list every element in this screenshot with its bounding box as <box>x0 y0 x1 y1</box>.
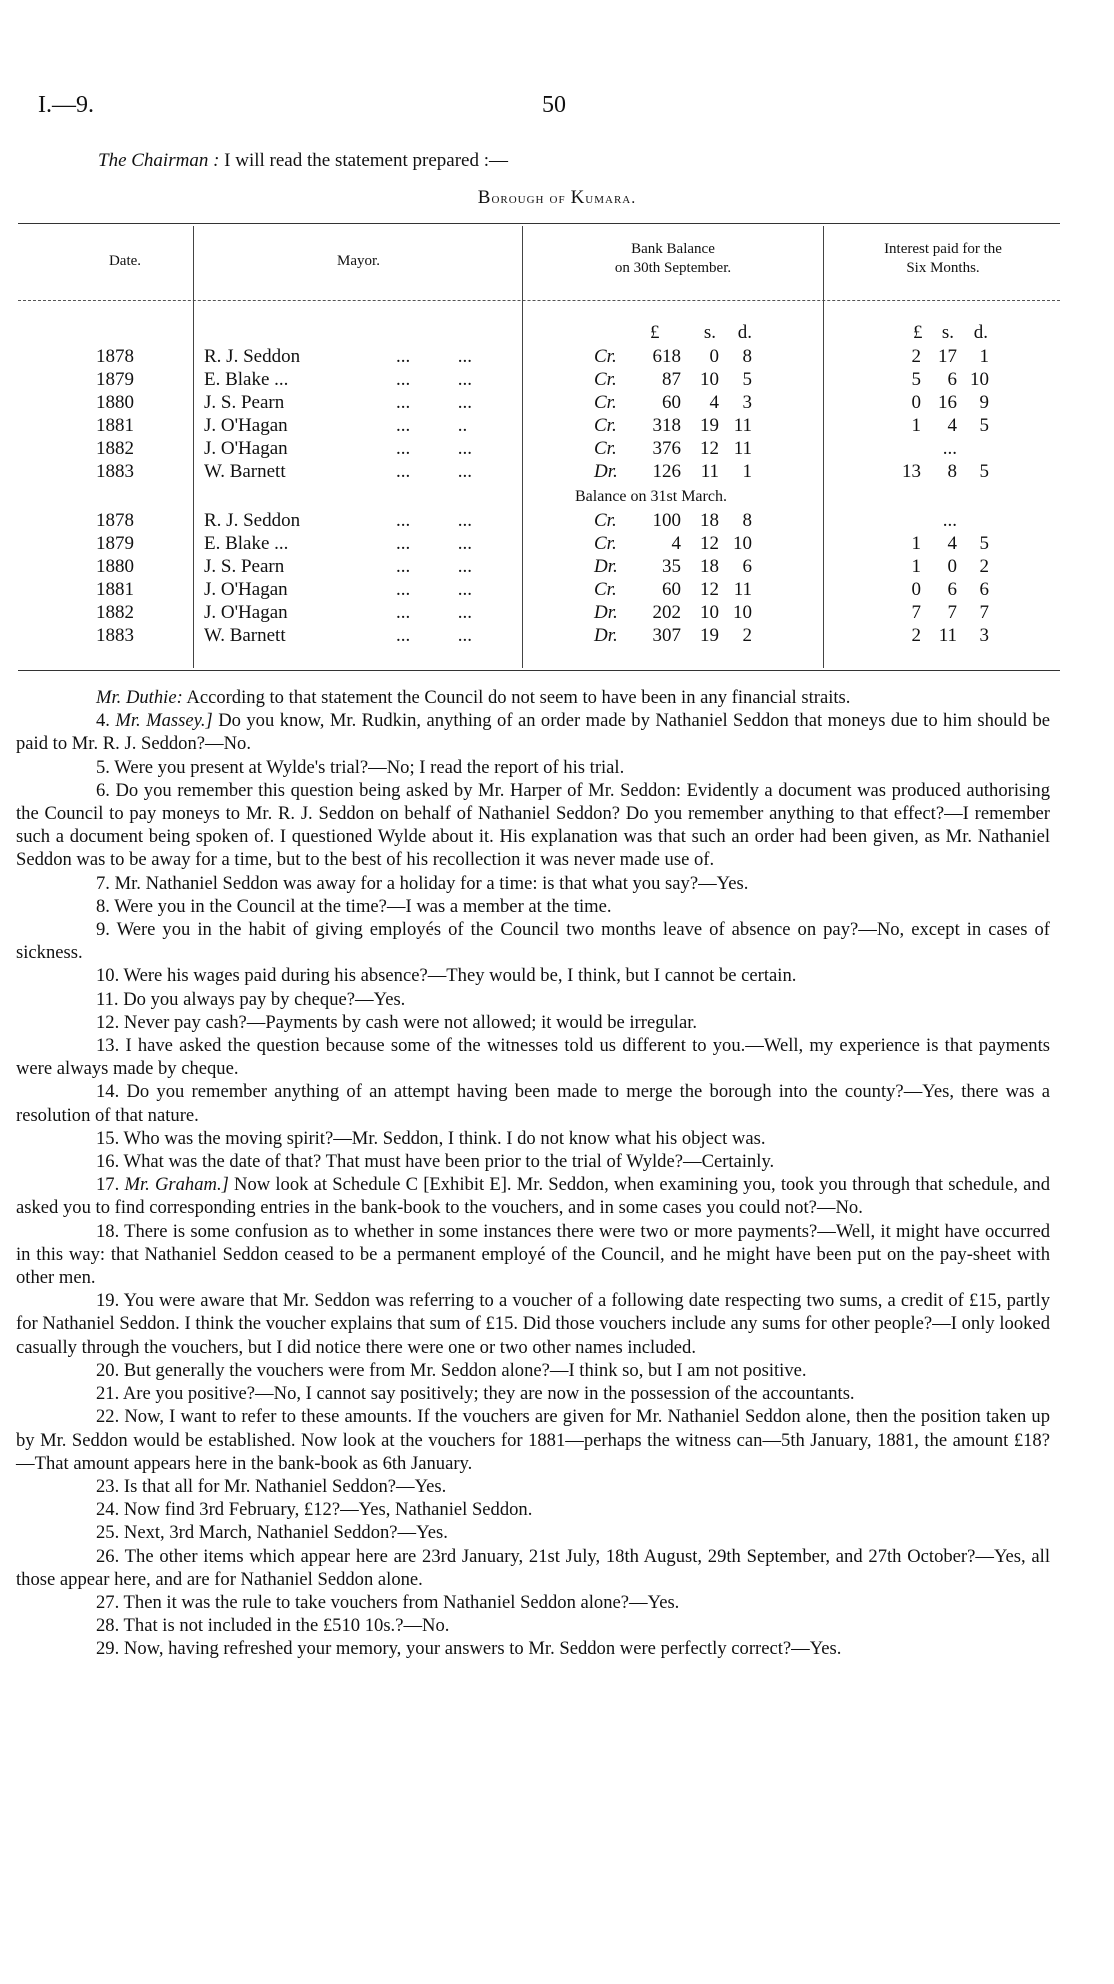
row-balance-type: Cr. <box>594 346 617 367</box>
row-shillings: 10 <box>700 369 719 390</box>
row-pence: 8 <box>742 346 752 367</box>
row-year: 1883 <box>96 461 134 482</box>
paragraph-text: 27. Then it was the rule to take vouchers from Nathaniel Seddon alone?—Yes. <box>96 1591 680 1613</box>
row-pence: 3 <box>742 392 752 413</box>
row-interest-shillings: 8 <box>947 461 957 482</box>
table-bottom-rule <box>18 670 1060 671</box>
row-interest-shillings: 16 <box>938 392 957 413</box>
row-shillings: 18 <box>700 556 719 577</box>
evidence-paragraph <box>16 709 1050 755</box>
row-shillings: 19 <box>700 625 719 646</box>
row-pence: 5 <box>742 369 752 390</box>
evidence-paragraph <box>16 1614 1050 1637</box>
unit-pounds: £ <box>650 322 660 343</box>
row-pence: 11 <box>733 579 752 600</box>
paragraph-text: Do you know, Mr. Rudkin, anything of an order made by Nathaniel Seddon that moneys due to him should be paid to Mr. R. J. Seddon?—No. <box>16 710 1050 755</box>
column-divider <box>823 226 824 668</box>
evidence-paragraph <box>16 756 1050 779</box>
row-balance-type: Cr. <box>594 369 617 390</box>
row-balance-type: Dr. <box>594 625 618 646</box>
evidence-text <box>16 686 1050 1661</box>
page-header <box>38 92 1058 126</box>
row-shillings: 12 <box>700 533 719 554</box>
evidence-paragraph <box>16 1011 1050 1034</box>
evidence-paragraph <box>16 1173 1050 1219</box>
evidence-paragraph <box>16 1475 1050 1498</box>
paragraph-text: 12. Never pay cash?—Payments by cash were not allowed; it would be irregular. <box>96 1011 698 1033</box>
row-balance-type: Cr. <box>594 415 617 436</box>
interest-unit-shillings: s. <box>941 322 954 343</box>
row-pounds: 35 <box>662 556 681 577</box>
row-year: 1882 <box>96 438 134 459</box>
speaker-name: Mr. Duthie: <box>96 687 183 708</box>
row-shillings: 0 <box>709 346 719 367</box>
row-interest-shillings: 4 <box>947 415 957 436</box>
paragraph-text: 26. The other items which appear here are 23rd January, 21st July, 18th August, 29th September, and 27th October?—Yes, all those appear here, and are for Nathaniel Seddon alone. <box>16 1545 1050 1590</box>
row-pence: 11 <box>733 415 752 436</box>
paragraph-text: According to that statement the Council do not seem to have been in any financial straits. <box>182 687 851 708</box>
paragraph-text: 10. Were his wages paid during his absence?—They would be, I think, but I cannot be certain. <box>96 965 797 987</box>
row-interest-pence: 10 <box>970 369 989 390</box>
row-interest-pence: 1 <box>979 346 989 367</box>
row-mayor: E. Blake ... <box>204 369 289 390</box>
row-mayor: J. O'Hagan <box>204 602 288 623</box>
paragraph-text: 22. Now, I want to refer to these amounts. If the vouchers are given for Mr. Nathaniel Seddon alone, then the position taken up by Mr. Seddon would be established. Now look at the vouchers for 1881—perhaps the witness can—5th January, 1881, the amount £18?—That amount appears here in the bank-book as 6th January. <box>16 1406 1050 1474</box>
row-interest-pounds: 13 <box>902 461 921 482</box>
row-pounds: 100 <box>652 510 681 531</box>
paragraph-text: 9. Were you in the habit of giving employés of the Council two months leave of absence on pay?—No, except in cases of sickness. <box>16 919 1050 964</box>
row-year: 1881 <box>96 415 134 436</box>
intro-speaker: The Chairman : <box>98 150 220 171</box>
row-interest-shillings: 7 <box>947 602 957 623</box>
row-interest-pence: 5 <box>979 415 989 436</box>
row-balance-type: Cr. <box>594 533 617 554</box>
header-interest: Interest paid for the Six Months. <box>884 241 1002 276</box>
interest-unit-pence: d. <box>973 322 988 343</box>
row-year: 1881 <box>96 579 134 600</box>
row-interest-shillings: 6 <box>947 369 957 390</box>
row-balance-type: Cr. <box>594 510 617 531</box>
table-top-rule <box>18 223 1060 224</box>
row-year: 1883 <box>96 625 134 646</box>
evidence-paragraph <box>16 1150 1050 1173</box>
row-pounds: 307 <box>652 625 681 646</box>
row-mayor: J. O'Hagan <box>204 579 288 600</box>
paragraph-text: 6. Do you remember this question being asked by Mr. Harper of Mr. Seddon: Evidently a document was produced authorising the Council to pay moneys to Mr. R. J. Seddon on behalf of Nathaniel Seddon? Do you remember anything to that effect?—I remember such a document being spoken of. I questioned Wylde about it. His explanation was that such an order had been given, as Mr. Nathaniel Seddon was to be away for a time, but to the best of his recollection it was never made use of. <box>16 779 1050 871</box>
row-interest-shillings: 17 <box>938 346 957 367</box>
evidence-paragraph <box>16 964 1050 987</box>
page-number: 50 <box>542 92 566 118</box>
intro-text: I will read the statement prepared :— <box>219 150 508 171</box>
row-year: 1878 <box>96 346 134 367</box>
paragraph-text: 21. Are you positive?—No, I cannot say positively; they are now in the possession of the accountants. <box>96 1383 855 1405</box>
column-divider <box>193 226 194 668</box>
row-pounds: 4 <box>671 533 681 554</box>
evidence-paragraph <box>16 1545 1050 1591</box>
paragraph-text: 23. Is that all for Mr. Nathaniel Seddon?—Yes. <box>96 1475 447 1497</box>
row-balance-type: Cr. <box>594 579 617 600</box>
paragraph-text: 25. Next, 3rd March, Nathaniel Seddon?—Yes. <box>96 1522 448 1544</box>
unit-shillings: s. <box>703 322 716 343</box>
row-leader-dots: ... ... <box>396 392 472 413</box>
question-number: 4. <box>96 710 116 732</box>
row-pence: 6 <box>742 556 752 577</box>
speaker-name: Mr. Graham.] <box>124 1174 229 1196</box>
row-interest-shillings: 4 <box>947 533 957 554</box>
row-shillings: 12 <box>700 438 719 459</box>
row-pounds: 87 <box>662 369 681 390</box>
row-pence: 10 <box>733 533 752 554</box>
row-leader-dots: ... ... <box>396 510 472 531</box>
row-mayor: R. J. Seddon <box>204 510 301 531</box>
row-balance-type: Dr. <box>594 461 618 482</box>
paragraph-text: 5. Were you present at Wylde's trial?—No; I read the report of his trial. <box>96 756 625 778</box>
header-bank-balance: Bank Balance on 30th September. <box>614 241 732 276</box>
row-balance-type: Cr. <box>594 438 617 459</box>
header-date: Date. <box>108 253 142 269</box>
row-mayor: R. J. Seddon <box>204 346 301 367</box>
evidence-paragraph <box>16 1359 1050 1382</box>
column-divider <box>522 226 523 668</box>
evidence-paragraph <box>16 1405 1050 1475</box>
row-leader-dots: ... ... <box>396 625 472 646</box>
row-interest-pounds: 2 <box>911 346 921 367</box>
row-year: 1880 <box>96 392 134 413</box>
table-header-rule <box>18 300 1060 301</box>
unit-pence: d. <box>737 322 752 343</box>
row-shillings: 18 <box>700 510 719 531</box>
row-interest-pence: 7 <box>979 602 989 623</box>
row-mayor: J. O'Hagan <box>204 415 288 436</box>
row-pounds: 60 <box>662 579 681 600</box>
balance-march-label: Balance on 31st March. <box>575 488 727 505</box>
row-mayor: J. S. Pearn <box>204 556 285 577</box>
row-balance-type: Dr. <box>594 602 618 623</box>
evidence-paragraph <box>16 686 1050 709</box>
evidence-paragraph <box>16 1127 1050 1150</box>
row-year: 1879 <box>96 369 134 390</box>
row-pence: 8 <box>742 510 752 531</box>
row-leader-dots: ... ... <box>396 579 472 600</box>
interest-unit-pounds: £ <box>913 322 923 343</box>
row-interest-pounds: 1 <box>911 533 921 554</box>
row-interest-shillings: 0 <box>947 556 957 577</box>
row-interest-shillings: 6 <box>947 579 957 600</box>
row-year: 1882 <box>96 602 134 623</box>
row-pence: 2 <box>742 625 752 646</box>
paragraph-text: 20. But generally the vouchers were from Mr. Seddon alone?—I think so, but I am not positive. <box>96 1359 807 1381</box>
row-interest-pence: 5 <box>979 533 989 554</box>
paragraph-text: 11. Do you always pay by cheque?—Yes. <box>96 988 406 1010</box>
row-leader-dots: ... ... <box>396 369 472 390</box>
row-leader-dots: ... .. <box>396 415 468 436</box>
row-interest-pounds: 0 <box>911 579 921 600</box>
row-leader-dots: ... ... <box>396 602 472 623</box>
row-interest-pounds: 0 <box>911 392 921 413</box>
paragraph-text: 19. You were aware that Mr. Seddon was referring to a voucher of a following date respecting two sums, a credit of £15, partly for Nathaniel Seddon. I think the voucher explains that sum of £15. Did those vouchers include any sums for other people?—I only looked casually through the vouchers, but I did notice there were one or two other names included. <box>16 1290 1050 1358</box>
row-leader-dots: ... ... <box>396 556 472 577</box>
evidence-paragraph <box>16 1034 1050 1080</box>
evidence-paragraph <box>16 1521 1050 1544</box>
row-pence: 11 <box>733 438 752 459</box>
row-pence: 1 <box>742 461 752 482</box>
evidence-paragraph <box>16 988 1050 1011</box>
row-leader-dots: ... ... <box>396 533 472 554</box>
evidence-paragraph <box>16 895 1050 918</box>
header-mayor: Mayor. <box>337 253 380 269</box>
row-pounds: 318 <box>652 415 681 436</box>
question-number: 17. <box>96 1174 125 1196</box>
row-shillings: 19 <box>700 415 719 436</box>
paragraph-text: 28. That is not included in the £510 10s.?—No. <box>96 1615 450 1637</box>
row-pounds: 202 <box>652 602 681 623</box>
paragraph-text: Now look at Schedule C [Exhibit E]. Mr. Seddon, when examining you, took you through that schedule, and asked you to find corresponding entries in the bank-book to the vouchers, and in some cases you could not?—No. <box>16 1174 1051 1219</box>
row-pounds: 376 <box>652 438 681 459</box>
speaker-name: Mr. Massey.] <box>115 710 213 732</box>
row-interest-pence: 5 <box>979 461 989 482</box>
row-mayor: J. S. Pearn <box>204 392 285 413</box>
row-mayor: E. Blake ... <box>204 533 289 554</box>
row-shillings: 10 <box>700 602 719 623</box>
paragraph-text: 8. Were you in the Council at the time?—I was a member at the time. <box>96 895 612 917</box>
table-title: Borough of Kumara. <box>477 187 637 208</box>
evidence-paragraph <box>16 1080 1050 1126</box>
row-shillings: 4 <box>709 392 719 413</box>
row-pounds: 126 <box>652 461 681 482</box>
paragraph-text: 7. Mr. Nathaniel Seddon was away for a holiday for a time: is that what you say?—Yes. <box>96 872 749 894</box>
row-mayor: J. O'Hagan <box>204 438 288 459</box>
row-balance-type: Cr. <box>594 392 617 413</box>
row-interest-pounds: 1 <box>911 556 921 577</box>
row-year: 1878 <box>96 510 134 531</box>
evidence-paragraph <box>16 1382 1050 1405</box>
intro-line <box>98 150 508 172</box>
row-mayor: W. Barnett <box>204 625 286 646</box>
row-interest-shillings: ... <box>942 438 957 459</box>
row-interest-shillings: 11 <box>938 625 957 646</box>
evidence-paragraph <box>16 1498 1050 1521</box>
row-mayor: W. Barnett <box>204 461 286 482</box>
row-interest-pounds: 5 <box>911 369 921 390</box>
row-leader-dots: ... ... <box>396 346 472 367</box>
row-pounds: 618 <box>652 346 681 367</box>
row-shillings: 11 <box>700 461 719 482</box>
row-leader-dots: ... ... <box>396 461 472 482</box>
page-reference: I.—9. <box>38 92 94 118</box>
evidence-paragraph <box>16 1591 1050 1614</box>
row-interest-pounds: 7 <box>911 602 921 623</box>
row-pounds: 60 <box>662 392 681 413</box>
row-interest-pence: 6 <box>979 579 989 600</box>
paragraph-text: 18. There is some confusion as to whether in some instances there were two or more payments?—Well, it might have occurred in this way: that Nathaniel Seddon ceased to be a permanent employé of the Council, and he might have been put on the pay-sheet with other men. <box>16 1220 1050 1289</box>
row-pence: 10 <box>733 602 752 623</box>
row-interest-pounds: 2 <box>911 625 921 646</box>
row-interest-pence: 9 <box>979 392 989 413</box>
evidence-paragraph <box>16 1637 1050 1660</box>
row-balance-type: Dr. <box>594 556 618 577</box>
evidence-paragraph <box>16 1220 1050 1290</box>
paragraph-text: 24. Now find 3rd February, £12?—Yes, Nathaniel Seddon. <box>96 1499 533 1521</box>
paragraph-text: 15. Who was the moving spirit?—Mr. Seddon, I think. I do not know what his object was. <box>96 1127 766 1149</box>
paragraph-text: 13. I have asked the question because some of the witnesses told us different to you.—Well, my experience is that payments were always made by cheque. <box>16 1035 1050 1080</box>
evidence-paragraph <box>16 779 1050 872</box>
paragraph-text: 14. Do you remember anything of an attempt having been made to merge the borough into the county?—Yes, there was a resolution of that nature. <box>16 1081 1050 1126</box>
row-year: 1880 <box>96 556 134 577</box>
row-interest-pence: 2 <box>979 556 989 577</box>
row-year: 1879 <box>96 533 134 554</box>
paragraph-text: 16. What was the date of that? That must have been prior to the trial of Wylde?—Certainly. <box>96 1151 775 1173</box>
row-interest-pence: 3 <box>979 625 989 646</box>
row-leader-dots: ... ... <box>396 438 472 459</box>
row-interest-pounds: 1 <box>911 415 921 436</box>
row-interest-shillings: ... <box>942 510 957 531</box>
evidence-paragraph <box>16 918 1050 964</box>
evidence-paragraph <box>16 872 1050 895</box>
paragraph-text: 29. Now, having refreshed your memory, your answers to Mr. Seddon were perfectly correct?—Yes. <box>96 1638 842 1660</box>
row-shillings: 12 <box>700 579 719 600</box>
evidence-paragraph <box>16 1289 1050 1359</box>
